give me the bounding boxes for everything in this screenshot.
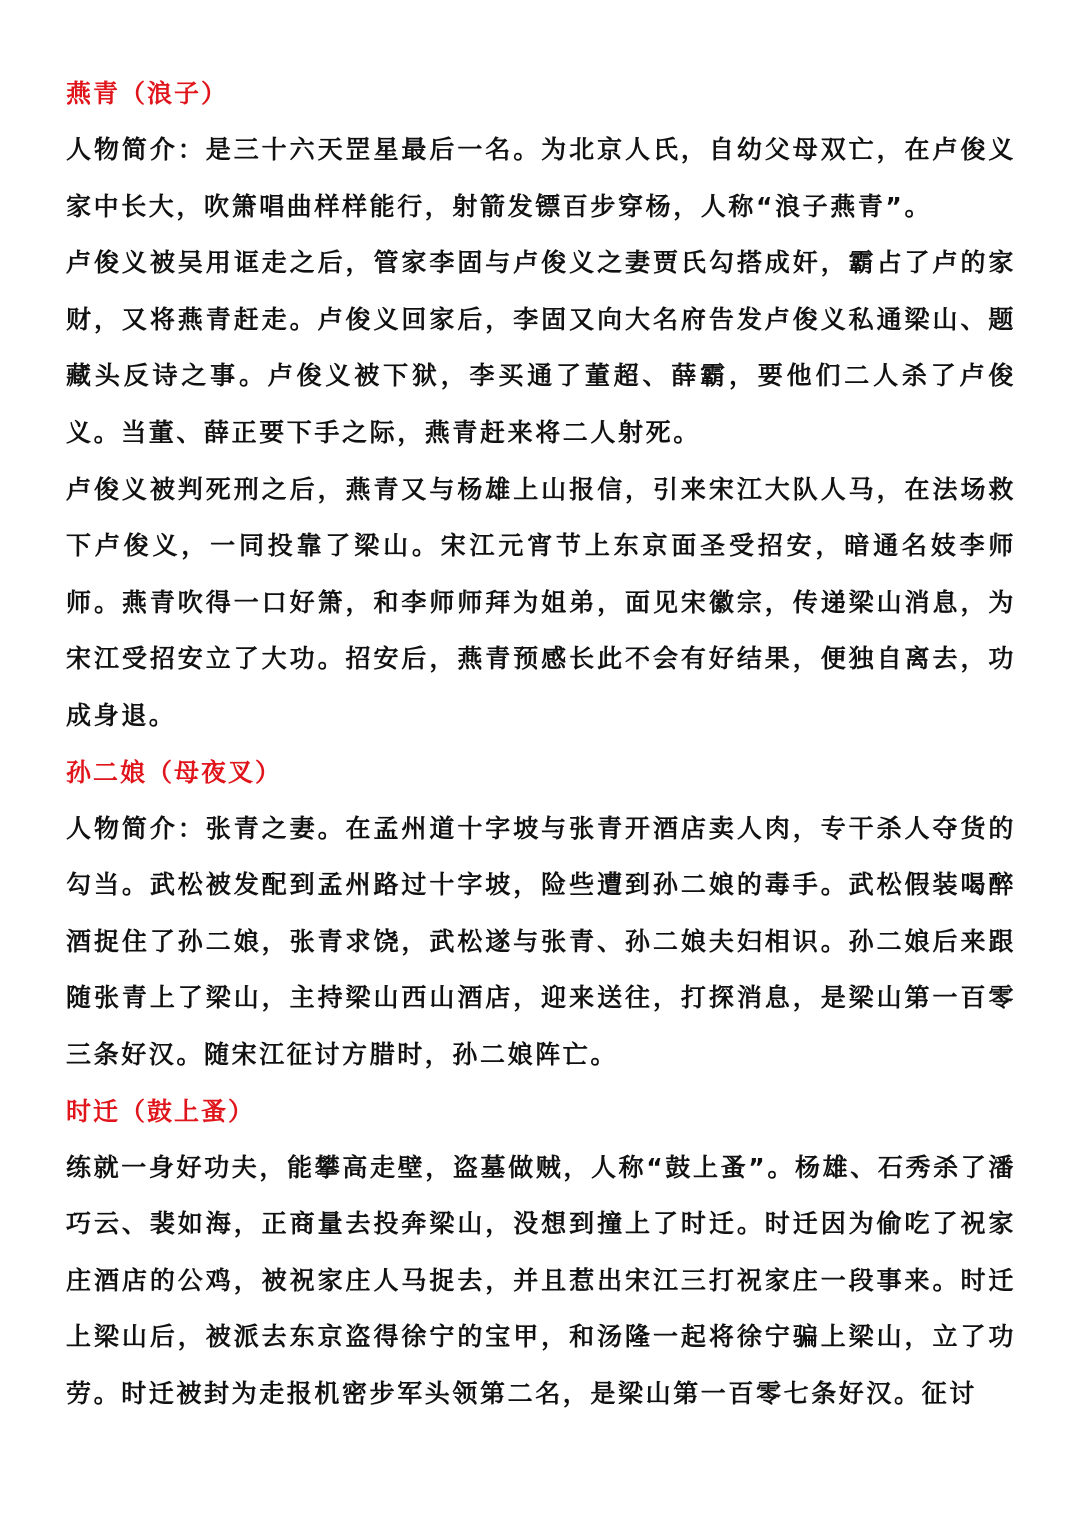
entry-heading: 孙二娘（母夜叉）	[66, 757, 283, 787]
entry-paragraph: 人物简介：是三十六天罡星最后一名。为北京人氏，自幼父母双亡，在卢俊义家中长大，吹箫唱曲样样能行，射箭发镖百步穿杨，人称“浪子燕青”。	[66, 135, 1016, 221]
entry-heading: 燕青（浪子）	[66, 79, 229, 108]
entry-paragraph: 人物简介：张青之妻。在孟州道十字坡与张青开酒店卖人肉，专干杀人夺货的勾当。武松被发配到孟州路过十字坡，险些遭到孙二娘的毒手。武松假装喝醉酒捉住了孙二娘，张青求饶，武松遂与张青、孙二娘夫妇相识。孙二娘后来跟随张青上了梁山，主持梁山西山酒店，迎来送往，打探消息，是梁山第一百零三条好汉。随宋江征讨方腊时，孙二娘阵亡。	[66, 813, 1016, 1069]
entry-paragraph: 练就一身好功夫，能攀高走壁，盗墓做贼，人称“鼓上蚤”。杨雄、石秀杀了潘巧云、裴如海，正商量去投奔梁山，没想到撞上了时迁。时迁因为偷吃了祝家庄酒店的公鸡，被祝家庄人马捉去，并且惹出宋江三打祝家庄一段事来。时迁上梁山后，被派去东京盗得徐宁的宝甲，和汤隆一起将徐宁骗上梁山，立了功劳。时迁被封为走报机密步军头领第二名，是梁山第一百零七条好汉。征讨	[66, 1152, 1016, 1408]
entry-paragraph: 卢俊义被吴用诓走之后，管家李固与卢俊义之妻贾氏勾搭成奸，霸占了卢的家财，又将燕青赶走。卢俊义回家后，李固又向大名府告发卢俊义私通梁山、题藏头反诗之事。卢俊义被下狱，李买通了董超、薛霸，要他们二人杀了卢俊义。当董、薛正要下手之际，燕青赶来将二人射死。	[66, 248, 1016, 447]
entry-heading: 时迁（鼓上蚤）	[66, 1096, 256, 1126]
entry-paragraph: 卢俊义被判死刑之后，燕青又与杨雄上山报信，引来宋江大队人马，在法场救下卢俊义，一同投靠了梁山。宋江元宵节上东京面圣受招安，暗通名妓李师师。燕青吹得一口好箫，和李师师拜为姐弟，面见宋徽宗，传递梁山消息，为宋江受招安立了大功。招安后，燕青预感长此不会有好结果，便独自离去，功成身退。	[66, 474, 1016, 730]
document-page	[66, 66, 1016, 1422]
entry-yan-qing	[66, 66, 1016, 745]
entry-shi-qian	[66, 1084, 1016, 1423]
entry-sun-erniang	[66, 745, 1016, 1084]
